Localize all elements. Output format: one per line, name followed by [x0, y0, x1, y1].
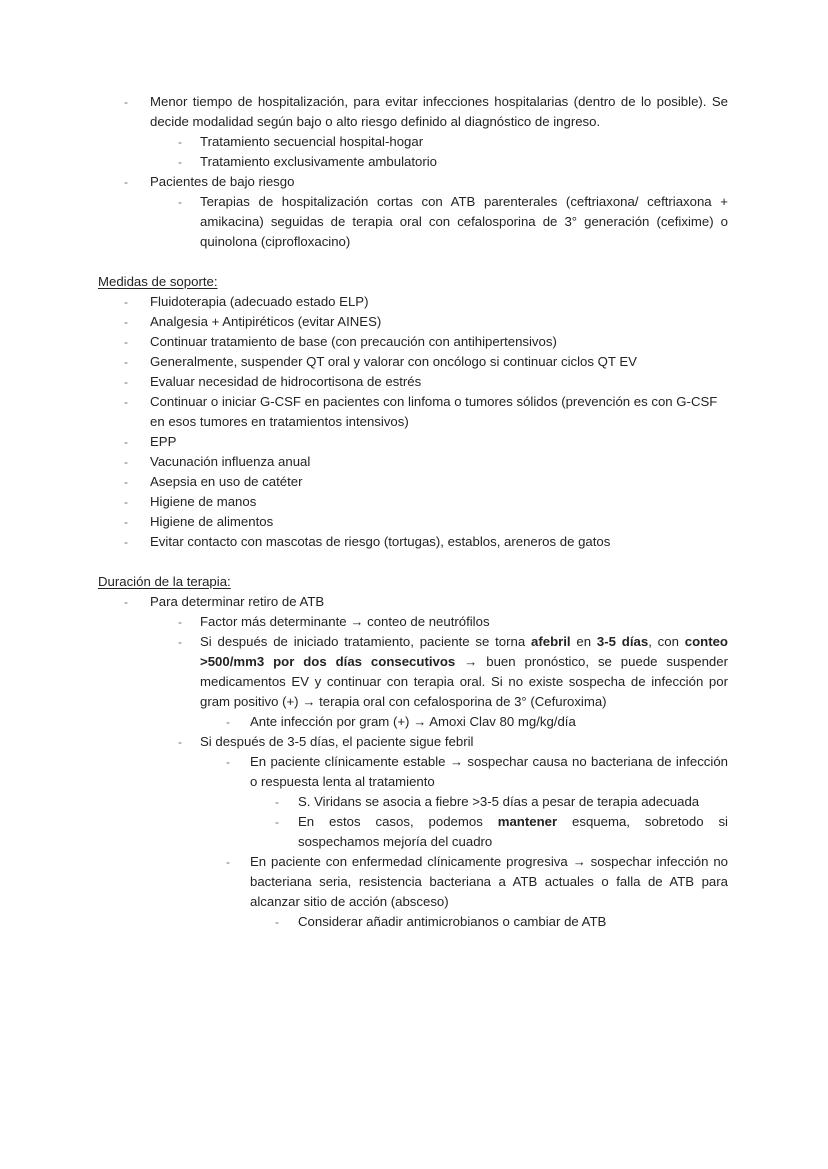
bullet-marker-icon: -	[124, 475, 128, 489]
list-item-text: Higiene de manos	[150, 494, 257, 509]
paragraph-spacer	[98, 252, 728, 272]
bullet-marker-icon: -	[124, 495, 128, 509]
list-item	[98, 472, 728, 492]
list-item	[98, 192, 728, 252]
bullet-marker-icon: -	[124, 595, 128, 609]
bullet-marker-icon: -	[178, 155, 182, 169]
bullet-marker-icon: -	[226, 755, 230, 769]
text-run: → buen pronóstico, se puede suspender medicamentos EV y continuar con terapia oral. Si no existe sospecha de infección por gram positivo (+) → terapia oral con cefalosporina de 3° (Cefuroxima)	[200, 654, 728, 709]
document-body	[98, 92, 728, 932]
section-heading: Medidas de soporte:	[98, 274, 218, 289]
bullet-marker-icon: -	[275, 795, 279, 809]
list-item	[98, 452, 728, 472]
bullet-marker-icon: -	[124, 175, 128, 189]
list-item	[98, 592, 728, 612]
bullet-marker-icon: -	[178, 135, 182, 149]
list-item	[98, 132, 728, 152]
list-item-text: Evaluar necesidad de hidrocortisona de estrés	[150, 374, 422, 389]
bullet-marker-icon: -	[226, 715, 230, 729]
emphasis-text: afebril	[531, 634, 571, 649]
bullet-marker-icon: -	[226, 855, 230, 869]
bullet-marker-icon: -	[124, 335, 128, 349]
list-item-text: Para determinar retiro de ATB	[150, 594, 325, 609]
list-item-text: En paciente con enfermedad clínicamente progresiva → sospechar infección no bacteriana seria, resistencia bacteriana a ATB actuales o falla de ATB para alcanzar sitio de acción (absceso)	[250, 854, 728, 909]
bullet-marker-icon: -	[178, 635, 182, 649]
emphasis-text: mantener	[497, 814, 558, 829]
list-item	[98, 512, 728, 532]
list-item-text: Menor tiempo de hospitalización, para evitar infecciones hospitalarias (dentro de lo posible). Se decide modalidad según bajo o alto riesgo definido al diagnóstico de ingreso.	[150, 94, 728, 129]
list-item	[98, 752, 728, 792]
emphasis-text: 3-5 días	[596, 634, 649, 649]
bullet-marker-icon: -	[124, 455, 128, 469]
list-item-text: Evitar contacto con mascotas de riesgo (tortugas), establos, areneros de gatos	[150, 534, 611, 549]
list-item	[98, 732, 728, 752]
list-item-text	[298, 812, 728, 852]
list-item-text: Considerar añadir antimicrobianos o cambiar de ATB	[298, 914, 607, 929]
list-item-text: Continuar o iniciar G-CSF en pacientes con linfoma o tumores sólidos (prevención es con G-CSF en esos tumores en tratamientos intensivos)	[150, 394, 718, 429]
bullet-marker-icon: -	[124, 295, 128, 309]
list-item-text: Continuar tratamiento de base (con precaución con antihipertensivos)	[150, 334, 557, 349]
list-item	[98, 532, 728, 552]
list-item-text: Pacientes de bajo riesgo	[150, 174, 295, 189]
list-item	[98, 792, 728, 812]
list-item	[98, 612, 728, 632]
list-item	[98, 152, 728, 172]
bullet-marker-icon: -	[124, 395, 128, 409]
list-item	[98, 352, 728, 372]
bullet-marker-icon: -	[124, 515, 128, 529]
bullet-marker-icon: -	[275, 815, 279, 829]
list-item	[98, 372, 728, 392]
list-item	[98, 712, 728, 732]
section-heading: Duración de la terapia:	[98, 574, 231, 589]
list-item-text: Tratamiento exclusivamente ambulatorio	[200, 154, 437, 169]
list-item	[98, 92, 728, 132]
list-item-text: Tratamiento secuencial hospital-hogar	[200, 134, 424, 149]
list-item-text: S. Viridans se asocia a fiebre >3-5 días a pesar de terapia adecuada	[298, 794, 700, 809]
bullet-marker-icon: -	[124, 435, 128, 449]
list-item-text: Terapias de hospitalización cortas con ATB parenterales (ceftriaxona/ ceftriaxona + amikacina) seguidas de terapia oral con cefalosporina de 3° generación (cefixime) o quinolona (ciprofloxacino)	[200, 194, 728, 249]
list-item	[98, 292, 728, 312]
list-item	[98, 492, 728, 512]
bullet-marker-icon: -	[124, 355, 128, 369]
list-item-text: Ante infección por gram (+) → Amoxi Clav 80 mg/kg/día	[250, 714, 576, 729]
bullet-marker-icon: -	[178, 195, 182, 209]
list-item	[98, 852, 728, 912]
bullet-marker-icon: -	[124, 95, 128, 109]
bullet-marker-icon: -	[178, 735, 182, 749]
list-item	[98, 392, 728, 432]
list-item	[98, 172, 728, 192]
list-item-text: En paciente clínicamente estable → sospechar causa no bacteriana de infección o respuesta lenta al tratamiento	[250, 754, 728, 789]
list-item-text: Generalmente, suspender QT oral y valorar con oncólogo si continuar ciclos QT EV	[150, 354, 637, 369]
list-item-text: EPP	[150, 434, 177, 449]
list-item-text: Analgesia + Antipiréticos (evitar AINES)	[150, 314, 382, 329]
bullet-marker-icon: -	[178, 615, 182, 629]
list-item-text: Higiene de alimentos	[150, 514, 274, 529]
list-item-text	[200, 632, 728, 712]
list-item-text: Fluidoterapia (adecuado estado ELP)	[150, 294, 369, 309]
paragraph-spacer	[98, 552, 728, 572]
text-run: , con	[648, 634, 685, 649]
list-item-text: Factor más determinante → conteo de neutrófilos	[200, 614, 490, 629]
list-item-text: Asepsia en uso de catéter	[150, 474, 303, 489]
list-item-text: Si después de 3-5 días, el paciente sigue febril	[200, 734, 474, 749]
text-run: en	[570, 634, 597, 649]
bullet-marker-icon: -	[124, 315, 128, 329]
list-item	[98, 912, 728, 932]
list-item	[98, 332, 728, 352]
bullet-marker-icon: -	[124, 535, 128, 549]
list-item-text: Vacunación influenza anual	[150, 454, 311, 469]
list-item	[98, 312, 728, 332]
text-run: Si después de iniciado tratamiento, paciente se torna	[200, 634, 532, 649]
bullet-marker-icon: -	[275, 915, 279, 929]
text-run: En estos casos, podemos	[298, 814, 498, 829]
emphasis-text: conteo >500/mm3 por dos días consecutivos	[200, 634, 728, 669]
text-run: esquema, sobretodo si sospechamos mejoría del cuadro	[298, 814, 728, 849]
list-item	[98, 432, 728, 452]
list-item	[98, 632, 728, 712]
list-item	[98, 812, 728, 852]
bullet-marker-icon: -	[124, 375, 128, 389]
